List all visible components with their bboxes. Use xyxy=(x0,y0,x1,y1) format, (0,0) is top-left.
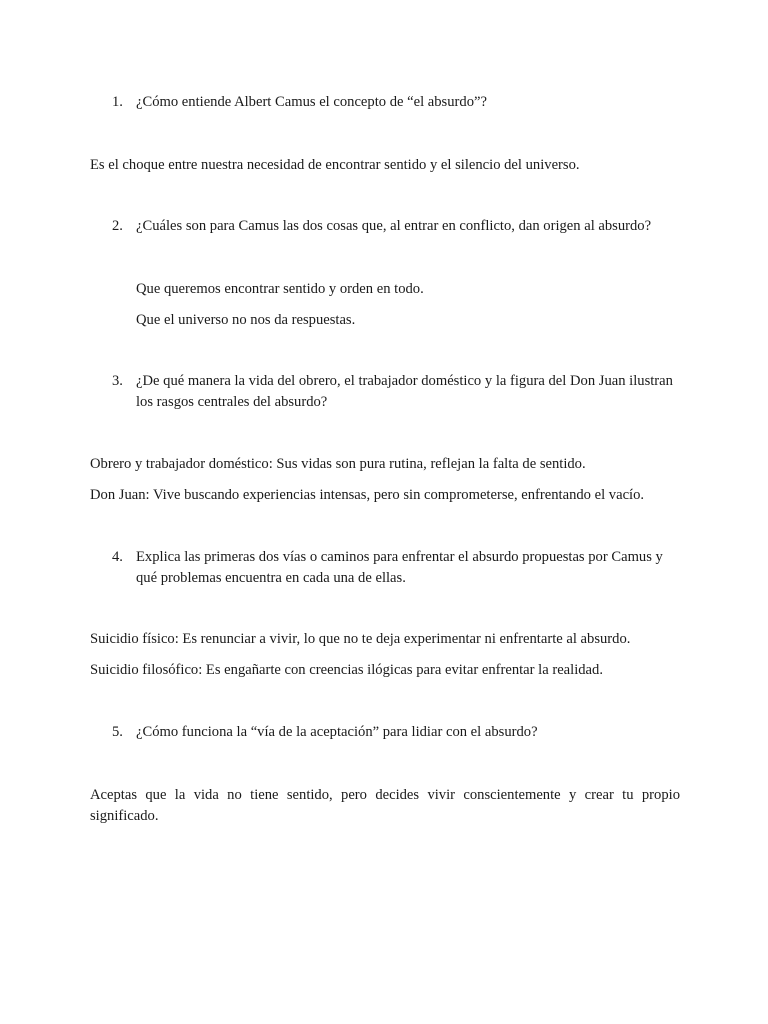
answer-4-line-1: Suicidio físico: Es renunciar a vivir, lo que no te deja experimentar ni enfrentarte al absurdo. xyxy=(90,631,631,647)
answer-4-line-2: Suicidio filosófico: Es engañarte con creencias ilógicas para evitar enfrentar la realidad. xyxy=(90,662,603,678)
question-text: ¿Cómo funciona la “vía de la aceptación” para lidiar con el absurdo? xyxy=(136,724,538,740)
question-text: ¿De qué manera la vida del obrero, el trabajador doméstico y la figura del Don Juan ilustran los rasgos centrales del absurdo? xyxy=(136,373,673,410)
question-2 xyxy=(112,216,682,237)
question-number: 2. xyxy=(112,218,123,234)
answer-2-line-1: Que queremos encontrar sentido y orden en todo. xyxy=(136,281,424,297)
question-text: ¿Cuáles son para Camus las dos cosas que, al entrar en conflicto, dan origen al absurdo? xyxy=(136,218,652,234)
question-1 xyxy=(112,92,682,113)
question-text: Explica las primeras dos vías o caminos para enfrentar el absurdo propuestas por Camus y qué problemas encuentra en cada una de ellas. xyxy=(136,549,663,586)
answer-2-line-2: Que el universo no nos da respuestas. xyxy=(136,312,356,328)
answer-3-line-2: Don Juan: Vive buscando experiencias intensas, pero sin comprometerse, enfrentando el vacío. xyxy=(90,487,645,503)
question-number: 1. xyxy=(112,94,123,110)
answer-5: Aceptas que la vida no tiene sentido, pero decides vivir conscientemente y crear tu propio significado. xyxy=(90,787,680,824)
question-5 xyxy=(112,722,682,743)
answer-1: Es el choque entre nuestra necesidad de encontrar sentido y el silencio del universo. xyxy=(90,157,580,173)
question-number: 4. xyxy=(112,549,123,565)
answer-3-line-1: Obrero y trabajador doméstico: Sus vidas son pura rutina, reflejan la falta de sentido. xyxy=(90,456,586,472)
question-text: ¿Cómo entiende Albert Camus el concepto de “el absurdo”? xyxy=(136,94,487,110)
question-number: 5. xyxy=(112,724,123,740)
question-4 xyxy=(112,547,682,589)
question-3 xyxy=(112,371,682,413)
question-number: 3. xyxy=(112,373,123,389)
